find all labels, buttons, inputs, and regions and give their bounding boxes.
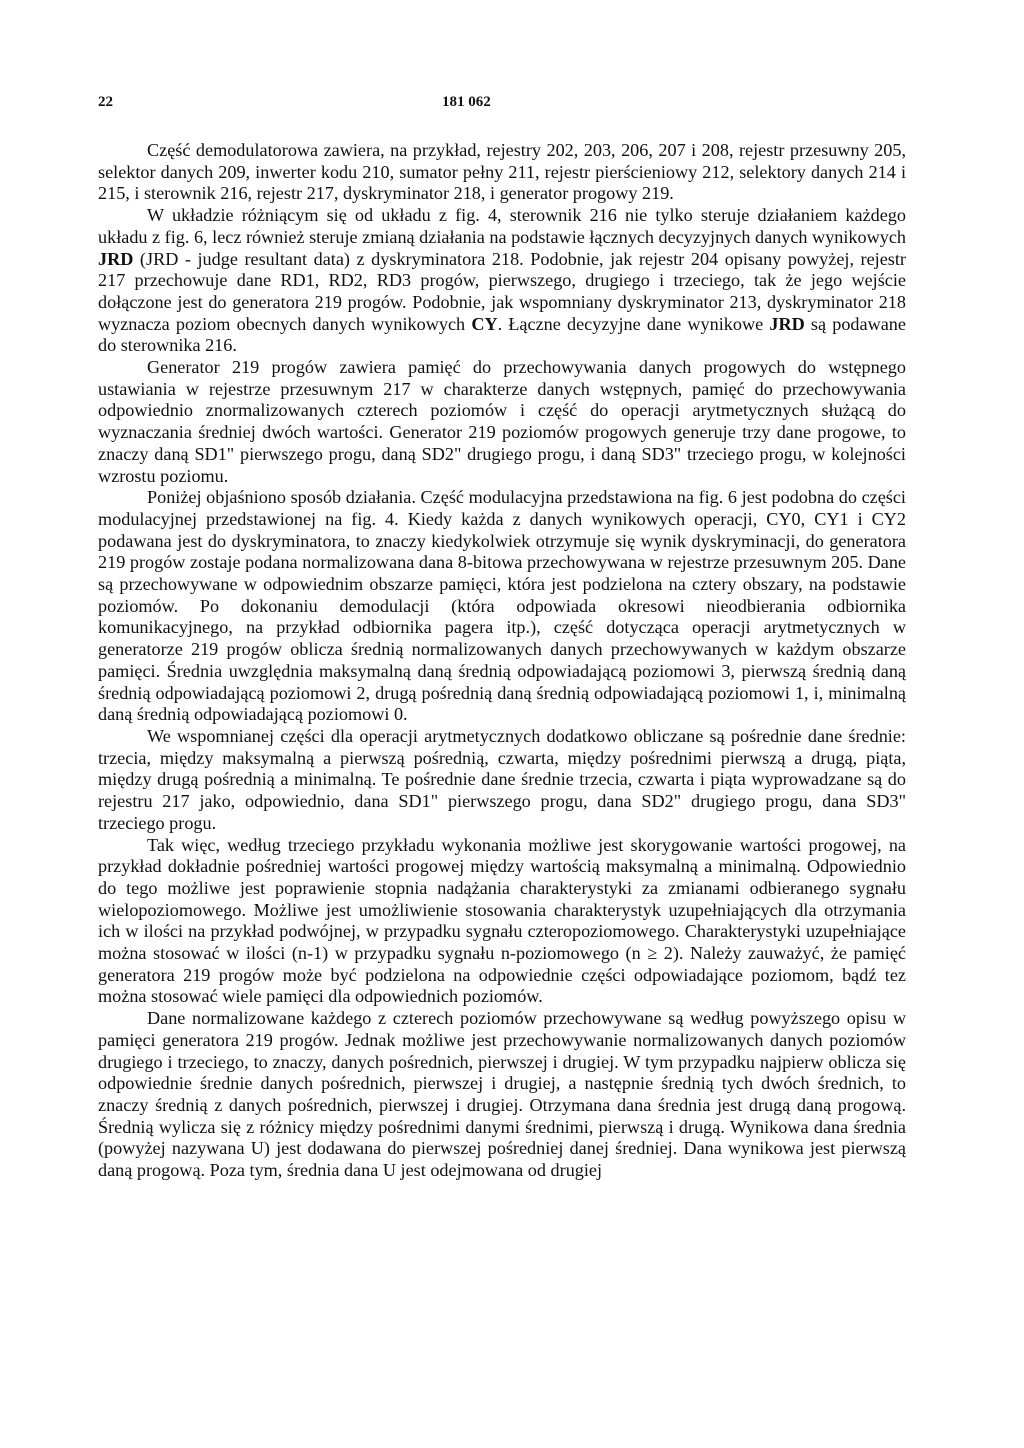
paragraph [98,487,906,726]
patent-number: 181 062 [442,94,491,110]
text-run: Tak więc, według trzeciego przykładu wykonania możliwe jest skorygowanie wartości progowej, na przykład dokładnie pośredniej wartości progowej między wartością maksymalną a minimalną. Odpowiednio do tego możliwe jest poprawienie stopnia nadążania charakterystyki za zmianami odbieranego sygnału wielopoziomowego. Możliwe jest umożliwienie stosowania charakterystyk uzupełniających dla otrzymania ich w ilości na przykład podwójnej, w przypadku sygnału czteropoziomowego. Charakterystyki uzupełniające można stosować w ilości (n-1) w przypadku sygnału n-poziomowego (n ≥ 2). Należy zauważyć, że pamięć generatora 219 progów może być podzielona na odpowiednie części odpowiadające poziomom, bądź tez można stosować wiele pamięci dla odpowiednich poziomów. [98,834,906,1007]
text-run: Poniżej objaśniono sposób działania. Część modulacyjna przedstawiona na fig. 6 jest podobna do części modulacyjnej przedstawionej na fig. 4. Kiedy każda z danych wynikowych operacji, CY0, CY1 i CY2 podawana jest do dyskryminatora, to znaczy kiedykolwiek otrzymuje się wynik dyskryminacji, do generatora 219 progów zostaje podana normalizowana dana 8-bitowa przechowywana w rejestrze przesuwnym 205. Dane są przechowywane w odpowiednim obszarze pamięci, która jest podzielona na cztery obszary, na podstawie poziomów. Po dokonaniu demodulacji (która odpowiada okresowi nieodbierania odbiornika komunikacyjnego, na przykład odbiornika pagera itp.), część dotycząca operacji arytmetycznych w generatorze 219 progów oblicza średnią normalizowanych danych przechowywanych w każdym obszarze pamięci. Średnia uwzględnia maksymalną daną średnią odpowiadającą poziomowi 3, pierwszą średnią daną średnią odpowiadającą poziomowi 2, drugą pośrednią daną średnią odpowiadającą poziomowi 1, i, minimalną daną średnią odpowiadającą poziomowi 0. [98,487,906,725]
text-run: Część demodulatorowa zawiera, na przykład, rejestry 202, 203, 206, 207 i 208, rejestr przesuwny 205, selektor danych 209, inwerter kodu 210, sumator pełny 211, rejestr pierścieniowy 212, selektory danych 214 i 215, i sterownik 216, rejestr 217, dyskryminator 218, i generator progowy 219. [98,140,906,204]
paragraph [98,835,906,1009]
paragraph [98,1008,906,1182]
text-run: Dane normalizowane każdego z czterech poziomów przechowywane są według powyższego opisu w pamięci generatora 219 progów. Jednak możliwe jest przechowywanie normalizowanych danych poziomów drugiego i trzeciego, to znaczy, danych pośrednich, pierwszej i drugiej. W tym przypadku najpierw oblicza się odpowiednie średnie danych pośrednich, pierwszej i drugiej, a następnie średnią tych dwóch średnich, to znaczy średnią z danych pośrednich, pierwszej i drugiej. Otrzymana dana średnia jest drugą daną progową. Średnią wylicza się z różnicy między pośrednimi danymi średnimi, pierwszą i drugą. Wynikowa dana średnia (powyżej nazywana U) jest dodawana do pierwszej pośredniej danej średniej. Dana wynikowa jest pierwszą daną progową. Poza tym, średnia dana U jest odejmowana od drugiej [98,1008,906,1181]
text-run: . Łączne decyzyjne dane wynikowe [497,313,770,334]
paragraph [98,205,906,357]
page-header [98,94,906,118]
bold-term: CY [471,313,498,334]
body-text [98,140,906,1182]
bold-term: JRD [769,313,805,334]
page-number: 22 [98,94,113,110]
text-run: (JRD - judge resultant data) z dyskryminatora 218. Podobnie, jak rejestr 204 opisany powyżej, rejestr 217 przechowuje dane RD1, RD2, RD3 progów, pierwszego, drugiego i trzeciego, tak że jego wejście dołączone jest do generatora 219 progów. Podobnie, jak wspomniany dyskryminator 213, dyskryminator 218 wyznacza poziom obecnych danych wynikowych [98,248,906,334]
paragraph [98,726,906,835]
text-run: We wspomnianej części dla operacji arytmetycznych dodatkowo obliczane są pośrednie dane średnie: trzecia, między maksymalną a pierwszą pośrednią, czwarta, między pośrednimi pierwszą a drugą, piąta, między drugą pośrednią a minimalną. Te pośrednie dane średnie trzecia, czwarta i piąta wyprowadzane są do rejestru 217 jako, odpowiednio, dana SD1" pierwszego progu, dana SD2" drugiego progu, dana SD3" trzeciego progu. [98,725,906,833]
paragraph [98,140,906,205]
text-run: W układzie różniącym się od układu z fig. 4, sterownik 216 nie tylko steruje działaniem każdego układu z fig. 6, lecz również steruje zmianą działania na podstawie łącznych decyzyjnych danych wynikowych [98,205,907,247]
text-run: Generator 219 progów zawiera pamięć do przechowywania danych progowych do wstępnego ustawiania w rejestrze przesuwnym 217 w charakterze danych wstępnych, pamięć do przechowywania odpowiednio znormalizowanych czterech poziomów i część do operacji arytmetycznych służącą do wyznaczania średniej dwóch wartości. Generator 219 poziomów progowych generuje trzy dane progowe, to znaczy daną SD1" pierwszego progu, daną SD2" drugiego progu, i daną SD3" trzeciego progu, w kolejności wzrostu poziomu. [98,357,906,486]
paragraph [98,357,906,487]
text-run: są podawane do sterownika 216. [98,313,906,356]
bold-term: JRD [98,248,134,269]
